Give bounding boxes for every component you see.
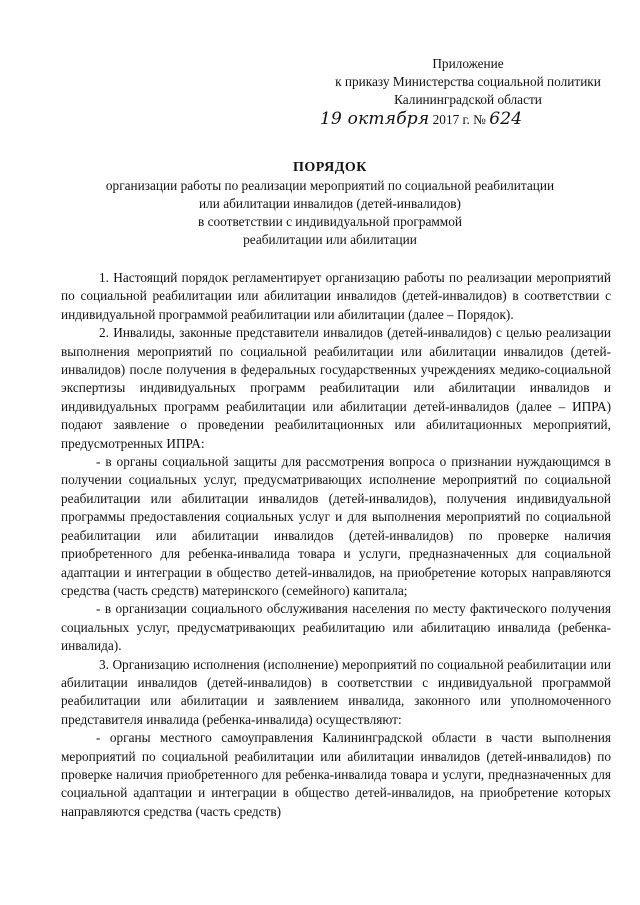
- order-date-line: [320, 110, 620, 129]
- appendix-label: Приложение: [432, 56, 504, 71]
- appendix-region: Калининградской области: [394, 92, 542, 107]
- list-item-local-government: - органы местного самоуправления Калининградской области в части выполнения мероприятий по социальной реабилитации или абилитации инвалидов (детей-инвалидов) по проверке наличия приобретенного для ребенка-инвалида товара и услуги, предназначенных для социальной адаптации и интеграции в общество детей-инвалидов, на приобретение которых направляются средства (часть средств): [61, 730, 611, 819]
- paragraph-1: 1. Настоящий порядок регламентирует организацию работы по реализации мероприятий по социальной реабилитации или абилитации инвалидов (детей-инвалидов) в соответствии с индивидуальной программой реабилитации или абилитации (далее – Порядок).: [61, 270, 611, 322]
- paragraph-2: 2. Инвалиды, законные представители инвалидов (детей-инвалидов) с целью реализации выполнения мероприятий по социальной реабилитации или абилитации инвалидов (детей-инвалидов) после получения в федеральных государственных учреждениях медико-социальной экспертизы индивидуальных программ реабилитации или абилитации инвалидов и индивидуальных программ реабилитации или абилитации детей-инвалидов (далее – ИПРА) подают заявление о проведении реабилитационных или абилитационных мероприятий, предусмотренных ИПРА:: [61, 325, 611, 451]
- subtitle-line: реабилитации или абилитации: [243, 232, 417, 247]
- paragraph-3: 3. Организацию исполнения (исполнение) мероприятий по социальной реабилитации или абилитации инвалидов (детей-инвалидов) в соответствии с индивидуальной программой реабилитации или абилитации и заявлением инвалида, законного или уполномоченного представителя инвалида (ребенка-инвалида) осуществляют:: [61, 656, 611, 727]
- document-title: ПОРЯДОК: [293, 160, 367, 175]
- appendix-order-ref: к приказу Министерства социальной политики: [335, 74, 601, 89]
- list-item-social-service: - в организации социального обслуживания населения по месту фактического получения социальных услуг, предусматривающих реабилитацию или абилитацию инвалида (ребенка-инвалида).: [61, 601, 611, 654]
- order-year-label: 2017 г. №: [432, 112, 486, 127]
- document-body: [61, 269, 611, 821]
- document-title-block: [40, 159, 620, 249]
- appendix-header: [318, 55, 618, 109]
- list-item-social-protection: - в органы социальной защиты для рассмотрения вопроса о признании нуждающимся в получении социальных услуг, предусматривающих исполнение мероприятий по социальной реабилитации или абилитации инвалидов (детей-инвалидов), получения индивидуальной программы предоставления социальных услуг и для выполнения мероприятий по социальной реабилитации или абилитации инвалидов (детей-инвалидов) по проверке наличия приобретенного для ребенка-инвалида товара и услуги, предназначенных для социальной адаптации и интеграции в общество детей-инвалидов, на приобретение которых направляются средства (часть средств) материнского (семейного) капитала;: [61, 454, 611, 598]
- subtitle-line: в соответствии с индивидуальной программой: [198, 214, 462, 229]
- handwritten-order-number: 624: [489, 109, 523, 129]
- subtitle-line: или абилитации инвалидов (детей-инвалидов): [199, 196, 461, 211]
- document-subtitle: [40, 177, 620, 249]
- subtitle-line: организации работы по реализации мероприятий по социальной реабилитации: [105, 178, 555, 193]
- handwritten-date: 19 октября: [320, 109, 430, 129]
